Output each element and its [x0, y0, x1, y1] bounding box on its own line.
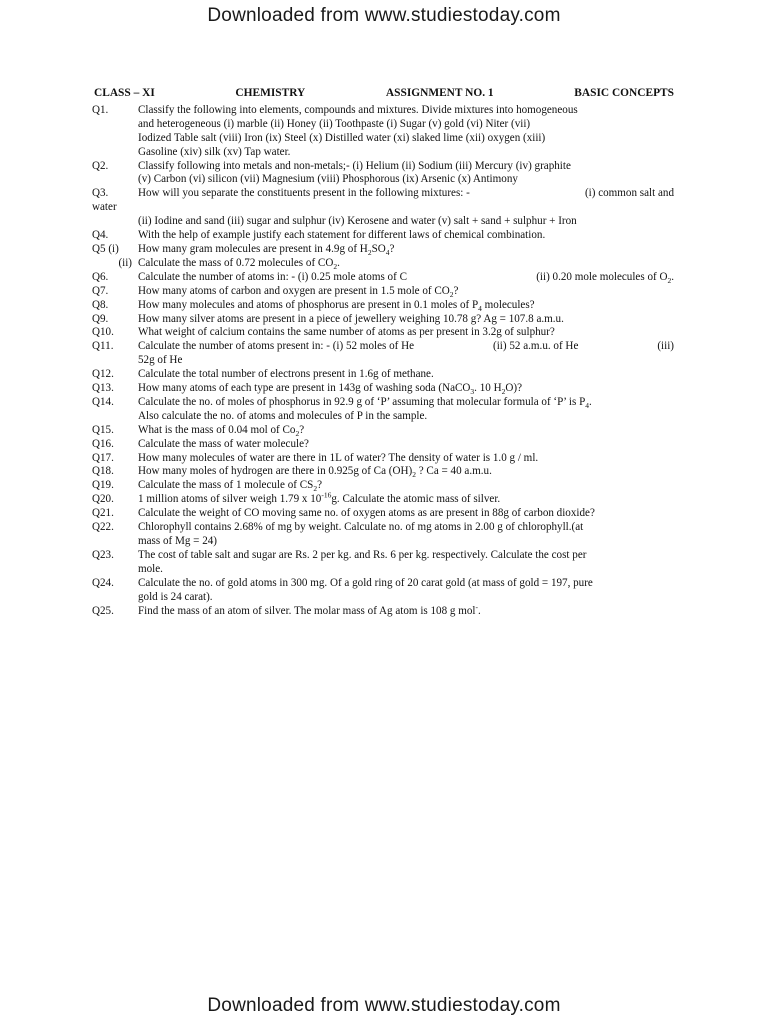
- question-text: Chlorophyll contains 2.68% of mg by weight. Calculate no. of mg atoms in 2.00 g of chlorophyll.(at mass of Mg = 24): [138, 521, 584, 547]
- question-text: What is the mass of 0.04 mol of $Co_2$?: [138, 423, 305, 438]
- question-text: How many silver atoms are present in a piece of jewellery weighing 10.78 g? Ag = 107.8 a.m.u.: [138, 312, 564, 325]
- question-text: How many molecules of water are there in 1L of water? The density of water is 1.0 g / ml.: [138, 451, 539, 464]
- question-line: (v) Carbon (vi) silicon (vii) Magnesium (viii) Phosphorous (ix) Arsenic (x) Antimony: [138, 173, 518, 186]
- assignment-page: [92, 87, 674, 618]
- question-q22: [92, 521, 674, 549]
- question-q7: [92, 285, 674, 299]
- assignment-label: ASSIGNMENT NO. 1: [385, 87, 494, 99]
- question-number: Q2.: [92, 159, 109, 172]
- question-text: [138, 104, 674, 160]
- question-q23: [92, 549, 674, 577]
- question-text: Calculate the weight of CO moving same no. of oxygen atoms as are present in 88g of carbon dioxide?: [138, 507, 595, 520]
- question-q15: [92, 424, 674, 438]
- question-number: Q7.: [92, 284, 109, 297]
- question-number: Q25.: [92, 604, 114, 617]
- question-number: Q5 (i): [92, 242, 119, 255]
- question-q18: [92, 465, 674, 479]
- question-line: and heterogeneous (i) marble (ii) Honey (ii) Toothpaste (i) Sugar (v) gold (vi) Niter (vii): [138, 117, 531, 130]
- question-text: Find the mass of an atom of silver. The molar mass of Ag atom is 108 g mol-.: [138, 601, 481, 617]
- question-number: Q18.: [92, 465, 114, 478]
- question-q3-wrap: water: [92, 201, 117, 214]
- question-number: Q6.: [92, 270, 109, 283]
- question-text: 1 million atoms of silver weigh 1.79 x $10^{-16}g$. Calculate the atomic mass of silver.: [138, 490, 501, 506]
- class-label: CLASS – XI: [94, 87, 155, 99]
- question-line: (i) common salt and: [584, 187, 674, 200]
- question-text: Calculate the number of atoms in: - (i) 0.25 mole atoms of C (ii) 0.20 mole molecules of $O_2$.: [138, 270, 674, 285]
- question-q5: [92, 243, 674, 257]
- question-q13: [92, 382, 674, 396]
- question-text: Calculate the mass of 0.72 molecules of $CO_2$.: [138, 256, 340, 272]
- question-line: Iodized Table salt (viii) Iron (ix) Steel (x) Distilled water (xi) slaked lime (xii) oxygen (xiii): [138, 131, 546, 144]
- question-text: Calculate the mass of water molecule?: [138, 437, 309, 450]
- question-q6: [92, 271, 674, 285]
- question-number: Q12.: [92, 368, 114, 381]
- question-q11: [92, 340, 674, 368]
- question-q3: [92, 187, 674, 201]
- assignment-header: [92, 87, 674, 101]
- question-q4: [92, 229, 674, 243]
- download-banner-bottom: Downloaded from www.studiestoday.com: [207, 995, 561, 1016]
- question-number: (ii): [118, 256, 132, 269]
- question-number: Q3.: [92, 187, 109, 200]
- question-line: Classify following into metals and non-metals;- (i) Helium (ii) Sodium (iii) Mercury (iv) graphite: [138, 159, 571, 172]
- question-number: Q20.: [92, 493, 114, 506]
- question-text: How many atoms of each type are present in 143g of washing soda (NaCO$_3$. 10 $H_2O$)?: [138, 382, 522, 397]
- question-q25: [92, 601, 674, 619]
- question-text: [138, 187, 674, 201]
- question-text: Calculate the number of atoms present in: - (i) 52 moles of He (ii) 52 a.m.u. of He (iii) 52g of He: [138, 340, 674, 367]
- question-number: Q15.: [92, 423, 114, 436]
- question-q5-ii: [92, 257, 674, 271]
- question-q21: [92, 507, 674, 521]
- question-text: Calculate the total number of electrons present in 1.6g of methane.: [138, 368, 434, 381]
- question-q16: [92, 438, 674, 452]
- question-line: Gasoline (xiv) silk (xv) Tap water.: [138, 145, 291, 158]
- question-q20: [92, 490, 674, 507]
- question-text: The cost of table salt and sugar are Rs. 2 per kg. and Rs. 6 per kg. respectively. Calculate the cost per mole.: [138, 548, 587, 575]
- question-text: Calculate the mass of 1 molecule of $CS_2$?: [138, 479, 322, 494]
- download-banner-top: Downloaded from www.studiestoday.com: [207, 5, 561, 26]
- topic-label: BASIC CONCEPTS: [574, 87, 674, 99]
- question-number: Q9.: [92, 312, 109, 325]
- question-q17: [92, 452, 674, 466]
- question-q8: [92, 299, 674, 313]
- question-number: Q17.: [92, 451, 114, 464]
- question-text: Calculate the no. of gold atoms in 300 mg. Of a gold ring of 20 carat gold (at mass of gold = 197, pure gold is 24 carat).: [138, 576, 593, 603]
- question-number: Q19.: [92, 479, 114, 492]
- question-q1: [92, 104, 674, 160]
- question-q2: [92, 160, 674, 188]
- question-q12: [92, 368, 674, 382]
- question-text: [138, 160, 674, 188]
- question-number: Q4.: [92, 229, 109, 242]
- question-text: How many moles of hydrogen are there in 0.925g of Ca $(OH)_2$ ? Ca = 40 a.m.u.: [138, 465, 492, 480]
- question-q19: [92, 479, 674, 493]
- question-q10: [92, 326, 674, 340]
- question-number: Q8.: [92, 298, 109, 311]
- question-q24: [92, 577, 674, 605]
- question-number: Q10.: [92, 326, 114, 339]
- question-number: Q16.: [92, 437, 114, 450]
- question-text: With the help of example justify each statement for different laws of chemical combination.: [138, 229, 546, 242]
- question-q9: [92, 313, 674, 327]
- question-text: Calculate the no. of moles of phosphorus in 92.9 g of ‘P’ assuming that molecular formula of ‘P’ is $P_4$. Also calculate the no. of atoms and molecules of P in the sample.: [138, 395, 592, 422]
- question-q3-options: (ii) Iodine and sand (iii) sugar and sulphur (iv) Kerosene and water (v) salt + sand + sulphur + Iron: [138, 215, 577, 228]
- question-number: Q11.: [92, 340, 114, 353]
- question-number: Q22.: [92, 521, 114, 534]
- question-text: How many gram molecules are present in 4.9g of $H_2SO_4$?: [138, 242, 395, 258]
- question-text: How many molecules and atoms of phosphorus are present in 0.1 moles of $P_4$ molecules?: [138, 298, 535, 313]
- question-number: Q13.: [92, 382, 114, 395]
- question-number: Q21.: [92, 507, 114, 520]
- question-number: Q24.: [92, 576, 114, 589]
- question-text: What weight of calcium contains the same number of atoms as per present in 3.2g of sulphur?: [138, 326, 555, 339]
- subject-label: CHEMISTRY: [235, 87, 306, 99]
- question-line: Classify the following into elements, compounds and mixtures. Divide mixtures into homogeneous: [138, 103, 578, 116]
- question-number: Q14.: [92, 395, 114, 408]
- question-number: Q1.: [92, 103, 109, 116]
- question-q14: [92, 396, 674, 424]
- question-text: How many atoms of carbon and oxygen are present in 1.5 mole of $CO_2$?: [138, 284, 459, 299]
- question-line: How will you separate the constituents present in the following mixtures: -: [138, 187, 470, 200]
- question-number: Q23.: [92, 548, 114, 561]
